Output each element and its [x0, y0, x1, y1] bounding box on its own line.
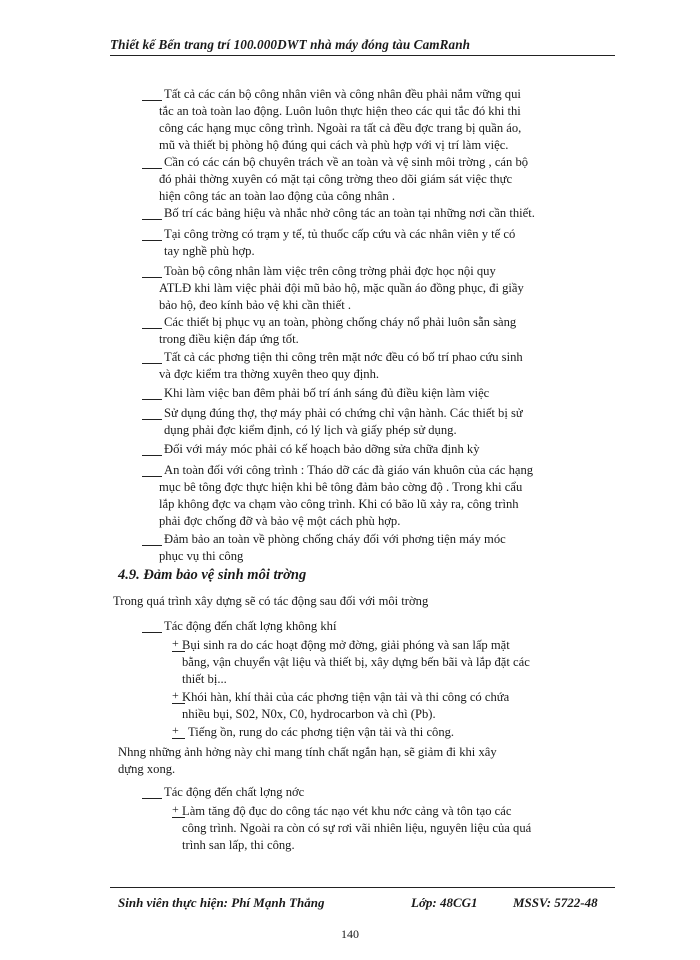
safety-bullet: Khi làm việc ban đêm phải bố trí ánh sáng đủ điều kiện làm việc — [164, 386, 490, 400]
footer-mssv: MSSV: 5722-48 — [513, 895, 598, 910]
safety-bullet: Tất cả các phơng tiện thi công trên mặt nớc đều có bố trí phao cứu sinh và đợc kiểm tra thờng xuyên theo quy định. — [159, 350, 523, 381]
plus-marker: + — [172, 636, 179, 650]
air-impact-item: + Bụi sinh ra do các hoạt động mở đờng, giải phóng và san lấp mặt bằng, vận chuyển vật liệu và thiết bị, xây dựng bến bãi và lắp đặt các thiết bị... — [172, 636, 530, 686]
page-header-title: Thiết kế Bến trang trí 100.000DWT nhà máy đóng tàu CamRanh — [110, 37, 471, 52]
safety-bullet: Đối với máy móc phải có kế hoạch bảo dỡng sửa chữa định kỳ — [164, 442, 480, 456]
impact-category-air: Tác động đến chất lợng không khí — [164, 619, 337, 633]
air-impact-item: + Tiếng ồn, rung do các phơng tiện vận tải và thi công. — [172, 723, 455, 739]
page-number: 140 — [341, 927, 359, 941]
footer-rule — [110, 887, 615, 888]
safety-bullet: Các thiết bị phục vụ an toàn, phòng chống cháy nổ phải luôn sẵn sàng trong điều kiện đáp ứng tốt. — [159, 315, 517, 346]
impact-note: Nhng những ảnh hởng này chỉ mang tính chất ngắn hạn, sẽ giảm đi khi xây dựng xong. — [118, 745, 497, 776]
footer-class: Lớp: 48CG1 — [411, 895, 478, 910]
safety-bullet: Tất cả các cán bộ công nhân viên và công nhân đều phải nắm vững qui tắc an toà toàn lao động. Luôn luôn thực hiện theo các qui tắc đó khi thi công các hạng mục công trình. Ngoài ra tất cả đều đợc trang bị quần áo, mũ và thiết bị phòng hộ đúng qui cách và phù hợp với vị trí làm việc. — [159, 87, 522, 152]
air-impact-item: + Khói hàn, khí thải của các phơng tiện vận tải và thi công có chứa nhiều bụi, S02, N0x, C0, hydrocarbon và chì (Pb). — [172, 688, 510, 721]
water-impact-item: + Làm tăng độ đục do công tác nạo vét khu nớc cảng và tôn tạo các công trình. Ngoài ra còn có sự rơi vãi nhiên liệu, nguyên liệu của quá trình san lấp, thi công. — [172, 802, 532, 852]
safety-bullet: Tại công trờng có trạm y tế, tủ thuốc cấp cứu và các nhân viên y tế có tay nghề phù hợp. — [164, 227, 516, 258]
impact-category-water: Tác động đến chất lợng nớc — [164, 785, 305, 799]
section-intro: Trong quá trình xây dựng sẽ có tác động sau đối với môi trờng — [113, 594, 429, 608]
plus-marker: + — [172, 802, 179, 816]
footer-student: Sinh viên thực hiện: Phí Mạnh Thắng — [118, 895, 325, 910]
plus-marker: + — [172, 723, 179, 737]
safety-bullet: Đảm bảo an toàn về phòng chống cháy đối với phơng tiện máy móc phục vụ thi công — [159, 532, 506, 563]
safety-bullet: Sử dụng đúng thợ, thợ máy phải có chứng chỉ vận hành. Các thiết bị sử dụng phải đợc kiểm định, có lý lịch và giấy phép sử dụng. — [164, 406, 523, 437]
section-heading: 4.9. Đảm bảo vệ sinh môi trờng — [118, 567, 307, 583]
safety-bullet: An toàn đối với công trình : Tháo dỡ các đà giáo ván khuôn của các hạng mục bê tông đợc thực hiện khi bê tông đảm bảo cờng độ . Trong khi cẩu lắp không đợc va chạm vào công trình. Khi có bão lũ xảy ra, công trình phải đợc chống đỡ và bảo vệ một cách phù hợp. — [159, 463, 534, 528]
plus-marker: + — [172, 688, 179, 702]
safety-bullet: Bố trí các bảng hiệu và nhắc nhở công tác an toàn tại những nơi cần thiết. — [164, 206, 535, 220]
safety-bullet: Toàn bộ công nhân làm việc trên công trờng phải đợc học nội quy ATLĐ khi làm việc phải đội mũ bảo hộ, mặc quần áo đồng phục, đi giầy bảo hộ, đeo kính bảo vệ khi cần thiết . — [159, 264, 524, 312]
safety-bullet: Cần có các cán bộ chuyên trách về an toàn và vệ sinh môi trờng , cán bộ đó phải thờng xuyên có mặt tại công trờng theo dõi giám sát việc thực hiện công tác an toàn lao động của công nhân . — [159, 155, 529, 203]
header-rule — [110, 55, 615, 56]
